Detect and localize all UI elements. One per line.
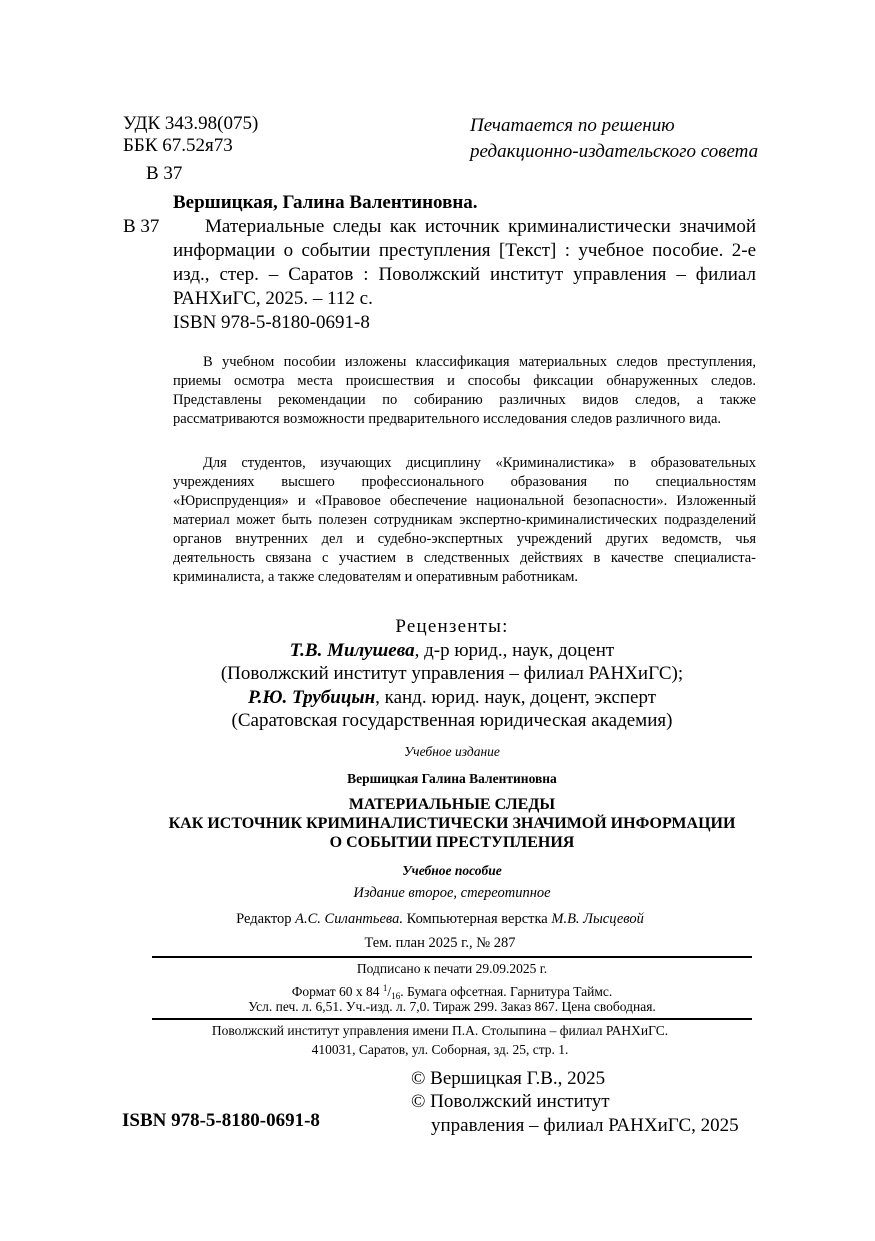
divider-bottom xyxy=(152,1018,752,1020)
edition-type: Учебное издание xyxy=(404,744,500,759)
approval-line-2: редакционно-издательского совета xyxy=(470,141,759,162)
record-description xyxy=(173,215,756,311)
reviewer-1-name: Т.В. Милушева xyxy=(289,640,415,661)
divider-top xyxy=(152,956,752,958)
edition: Издание второе, стереотипное xyxy=(353,885,551,901)
udk-code: УДК 343.98(075) xyxy=(123,113,259,134)
editor-name: А.С. Силантьева. xyxy=(295,911,403,927)
reviewer-2 xyxy=(152,686,752,710)
imprint-author: Вершицкая Галина Валентиновна xyxy=(347,771,557,786)
record-isbn: ISBN 978-5-8180-0691-8 xyxy=(173,312,370,333)
footer-isbn: ISBN 978-5-8180-0691-8 xyxy=(122,1110,320,1131)
reviewer-1 xyxy=(152,639,752,663)
book-title-line-3: О СОБЫТИИ ПРЕСТУПЛЕНИЯ xyxy=(329,834,575,851)
reviewer-2-title: , канд. юрид. наук, доцент, эксперт xyxy=(375,687,657,708)
thematic-plan: Тем. план 2025 г., № 287 xyxy=(364,935,516,951)
format-text-b: . Бумага офсетная. Гарнитура Таймс. xyxy=(400,984,613,999)
reviewer-2-org: (Саратовская государственная юридическая академия) xyxy=(231,710,673,731)
reviewers-heading: Рецензенты: xyxy=(395,616,509,637)
copyright-author: © Вершицкая Г.В., 2025 xyxy=(411,1068,606,1089)
editor-line xyxy=(140,910,740,929)
bbk-code: ББК 67.52я73 xyxy=(123,135,233,156)
author-sign-top: В 37 xyxy=(146,163,183,184)
author-heading: Вершицкая, Галина Валентиновна. xyxy=(173,192,478,213)
reviewer-2-name: Р.Ю. Трубицын xyxy=(247,687,376,708)
publisher: Поволжский институт управления имени П.А. Столыпина – филиал РАНХиГС. xyxy=(211,1023,669,1038)
book-title-line-2: КАК ИСТОЧНИК КРИМИНАЛИСТИЧЕСКИ ЗНАЧИМОЙ ИНФОРМАЦИИ xyxy=(168,815,736,832)
abstract-paragraph-2: Для студентов, изучающих дисциплину «Криминалистика» в образовательных учреждениях высшего профессионального образования по специальностям «Юриспруденция» и «Правовое обеспечение национальной безопасности». Изложенный материал может быть полезен сотрудникам экспертно-криминалистических подразделений органов внутренних дел и судебно-экспертных учреждений других ведомств, чья деятельность связана с участием в следственных действиях в качестве специалиста-криминалиста, а также следователям и оперативным работникам. xyxy=(173,455,756,585)
book-title-line-1: МАТЕРИАЛЬНЫЕ СЛЕДЫ xyxy=(348,796,556,813)
book-title xyxy=(152,795,752,852)
copyright-institute-line-1: © Поволжский институт xyxy=(411,1091,610,1112)
signed-to-print: Подписано к печати 29.09.2025 г. xyxy=(356,961,548,976)
publisher-address: 410031, Саратов, ул. Соборная, зд. 25, стр. 1. xyxy=(311,1042,569,1057)
format-fraction-slash: / xyxy=(387,984,392,999)
abstract-paragraph-1: В учебном пособии изложены классификация материальных следов преступления, приемы осмотра места происшествия и способы фиксации обнаруженных следов. Представлены рекомендации по собиранию различных видов следов, а также рассматриваются возможности предварительного исследования следов различного вида. xyxy=(173,354,756,427)
record-description-text: Материальные следы как источник криминалистически значимой информации о событии преступления [Текст] : учебное пособие. 2-е изд., стер. – Саратов : Поволжский институт управления – филиал РАНХиГС, 2025. – 112 с. xyxy=(173,216,756,309)
book-type: Учебное пособие xyxy=(402,863,502,878)
print-info: Усл. печ. л. 6,51. Уч.-изд. л. 7,0. Тираж 299. Заказ 867. Цена свободная. xyxy=(248,999,656,1014)
reviewer-1-org: (Поволжский институт управления – филиал РАНХиГС); xyxy=(220,663,684,684)
layout-name: М.В. Лысцевой xyxy=(551,911,644,927)
layout-label: Компьютерная верстка xyxy=(403,911,552,927)
format-fraction-numerator: 1 xyxy=(382,983,388,993)
editor-label: Редактор xyxy=(236,911,296,927)
author-sign: В 37 xyxy=(123,216,160,237)
format-text-a: Формат 60 x 84 xyxy=(291,984,383,999)
approval-line-1: Печатается по решению xyxy=(470,115,675,136)
reviewer-1-title: , д-р юрид., наук, доцент xyxy=(414,640,615,661)
format-fraction-denominator: 16 xyxy=(391,991,401,1001)
copyright-institute-line-2: управления – филиал РАНХиГС, 2025 xyxy=(431,1115,739,1136)
